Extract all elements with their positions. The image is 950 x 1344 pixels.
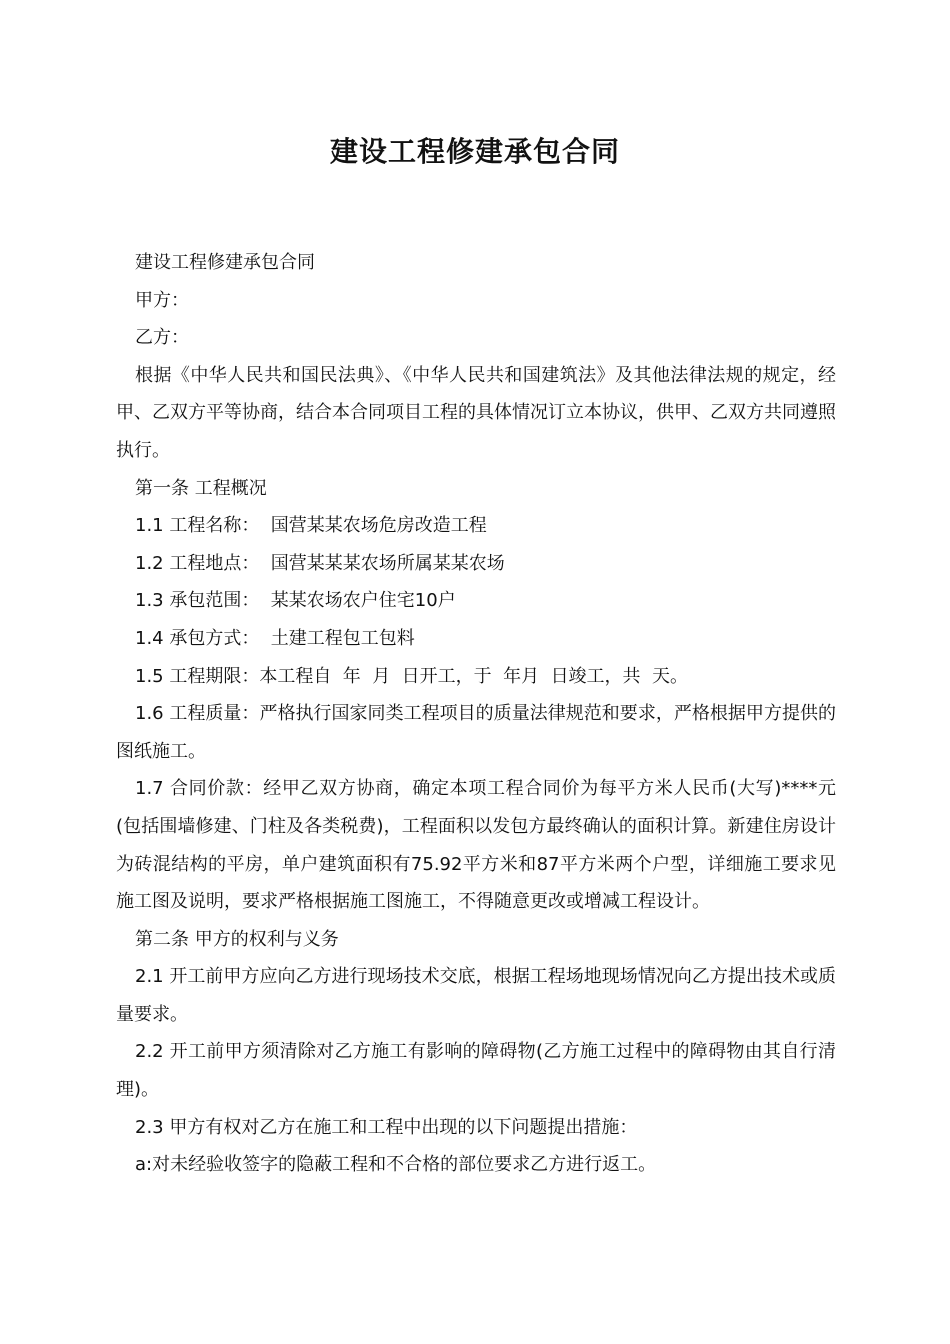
- clause-1-1: 1.1 工程名称： 国营某某农场危房改造工程: [135, 515, 487, 537]
- clause-1-7: 1.7 合同价款：经甲乙双方协商，确定本项工程合同价为每平方米人民币(大写)****元(包括围墙修建、门柱及各类税费)，工程面积以发包方最终确认的面积计算。新建住房设计为砖混结构的平房，单户建筑面积有75.92平方米和87平方米两个户型，详细施工要求见施工图及说明，要求严格根据施工图施工，不得随意更改或增减工程设计。: [116, 778, 836, 913]
- clause-2-3-a: a:对未经验收签字的隐蔽工程和不合格的部位要求乙方进行返工。: [135, 1154, 657, 1176]
- clause-2-2: 2.2 开工前甲方须清除对乙方施工有影响的障碍物(乙方施工过程中的障碍物由其自行清理)。: [116, 1041, 836, 1101]
- clause-2-3: 2.3 甲方有权对乙方在施工和工程中出现的以下问题提出措施：: [135, 1116, 638, 1138]
- article-1-heading: 第一条 工程概况: [135, 477, 267, 499]
- clause-1-3: 1.3 承包范围： 某某农场农户住宅10户: [135, 590, 456, 612]
- paragraph-party-b: 乙方：: [135, 327, 189, 349]
- paragraph-party-a: 甲方：: [135, 289, 189, 311]
- paragraph-preamble: 根据《中华人民共和国民法典》、《中华人民共和国建筑法》及其他法律法规的规定，经甲、乙双方平等协商，结合本合同项目工程的具体情况订立本协议，供甲、乙双方共同遵照执行。: [116, 364, 836, 461]
- clause-1-4: 1.4 承包方式： 土建工程包工包料: [135, 627, 415, 649]
- paragraph-contract-heading: 建设工程修建承包合同: [135, 252, 315, 273]
- clause-2-1: 2.1 开工前甲方应向乙方进行现场技术交底，根据工程场地现场情况向乙方提出技术或质量要求。: [116, 966, 836, 1025]
- document-body: [116, 244, 836, 1184]
- clause-1-5: 1.5 工程期限：本工程自 年 月 日开工，于 年月 日竣工，共 天。: [135, 665, 689, 687]
- clause-1-6: 1.6 工程质量：严格执行国家同类工程项目的质量法律规范和要求，严格根据甲方提供的图纸施工。: [116, 703, 836, 762]
- article-2-heading: 第二条 甲方的权利与义务: [135, 928, 339, 950]
- clause-1-2: 1.2 工程地点： 国营某某某农场所属某某农场: [135, 552, 505, 574]
- document-title: 建设工程修建承包合同: [329, 135, 620, 168]
